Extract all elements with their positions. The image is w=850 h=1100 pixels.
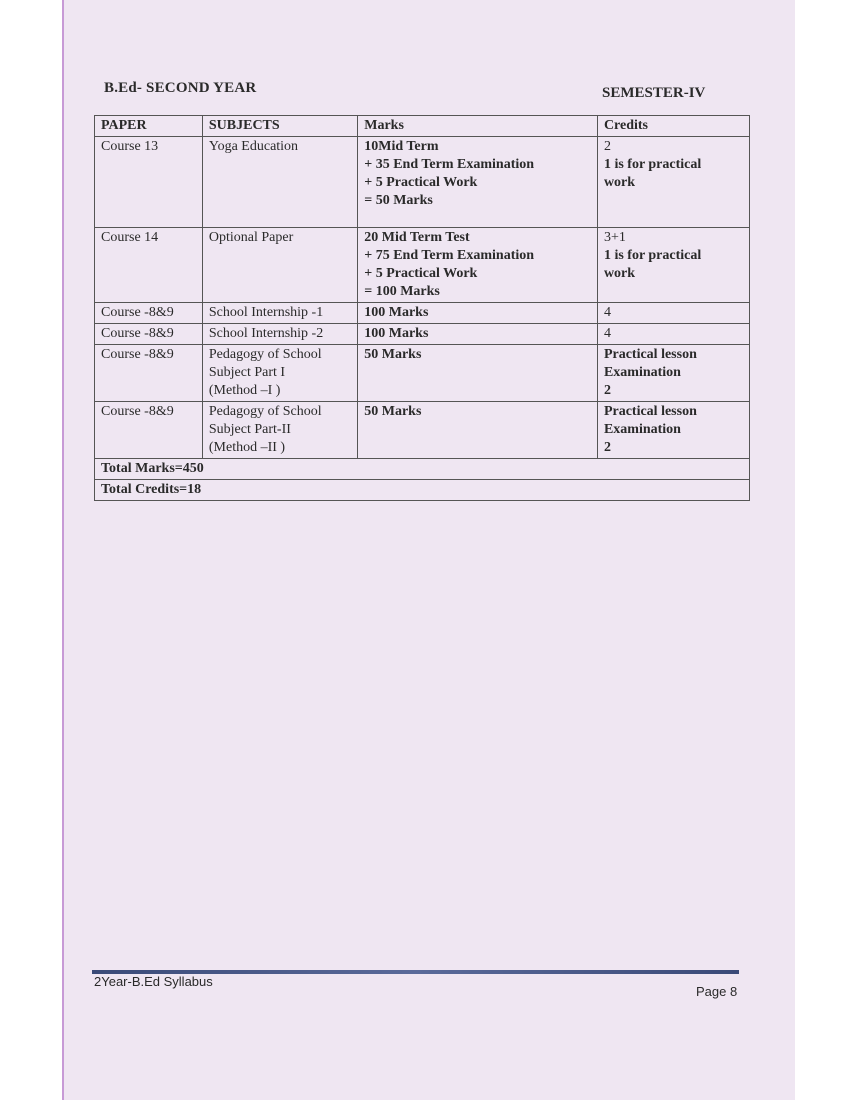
total-marks: Total Marks=450 <box>95 459 750 480</box>
cell-paper: Course 13 <box>95 137 203 228</box>
col-header-paper: PAPER <box>95 116 203 137</box>
cell-subject: School Internship -2 <box>202 324 357 345</box>
cell-credits: 3+1 1 is for practical work <box>597 228 749 303</box>
cell-marks: 20 Mid Term Test + 75 End Term Examination + 5 Practical Work = 100 Marks <box>358 228 598 303</box>
table-row <box>95 402 750 459</box>
cell-marks: 100 Marks <box>358 324 598 345</box>
total-credits-row <box>95 480 750 501</box>
header-semester: SEMESTER-IV <box>602 85 706 101</box>
cell-marks: 50 Marks <box>358 345 598 402</box>
cell-paper: Course 14 <box>95 228 203 303</box>
cell-credits: 4 <box>597 324 749 345</box>
cell-marks: 50 Marks <box>358 402 598 459</box>
total-credits: Total Credits=18 <box>95 480 750 501</box>
cell-subject: School Internship -1 <box>202 303 357 324</box>
cell-credits: 4 <box>597 303 749 324</box>
cell-credits: Practical lesson Examination 2 <box>597 402 749 459</box>
cell-marks: 10Mid Term + 35 End Term Examination + 5 Practical Work = 50 Marks <box>358 137 598 228</box>
syllabus-table <box>94 115 750 501</box>
cell-subject: Optional Paper <box>202 228 357 303</box>
col-header-subjects: SUBJECTS <box>202 116 357 137</box>
cell-paper: Course -8&9 <box>95 345 203 402</box>
col-header-marks: Marks <box>358 116 598 137</box>
cell-credits: Practical lesson Examination 2 <box>597 345 749 402</box>
cell-paper: Course -8&9 <box>95 303 203 324</box>
cell-paper: Course -8&9 <box>95 402 203 459</box>
table-row <box>95 137 750 228</box>
cell-credits: 2 1 is for practical work <box>597 137 749 228</box>
cell-subject: Yoga Education <box>202 137 357 228</box>
cell-subject: Pedagogy of School Subject Part-II (Method –II ) <box>202 402 357 459</box>
table-row <box>95 345 750 402</box>
cell-marks: 100 Marks <box>358 303 598 324</box>
col-header-credits: Credits <box>597 116 749 137</box>
table-row <box>95 303 750 324</box>
cell-subject: Pedagogy of School Subject Part I (Method –I ) <box>202 345 357 402</box>
table-row <box>95 228 750 303</box>
total-marks-row <box>95 459 750 480</box>
footer-title: 2Year-B.Ed Syllabus <box>94 974 213 989</box>
header-year: B.Ed- SECOND YEAR <box>104 80 257 96</box>
cell-paper: Course -8&9 <box>95 324 203 345</box>
page-number: Page 8 <box>696 984 738 999</box>
table-row <box>95 324 750 345</box>
document-page <box>62 0 795 1100</box>
table-header-row <box>95 116 750 137</box>
